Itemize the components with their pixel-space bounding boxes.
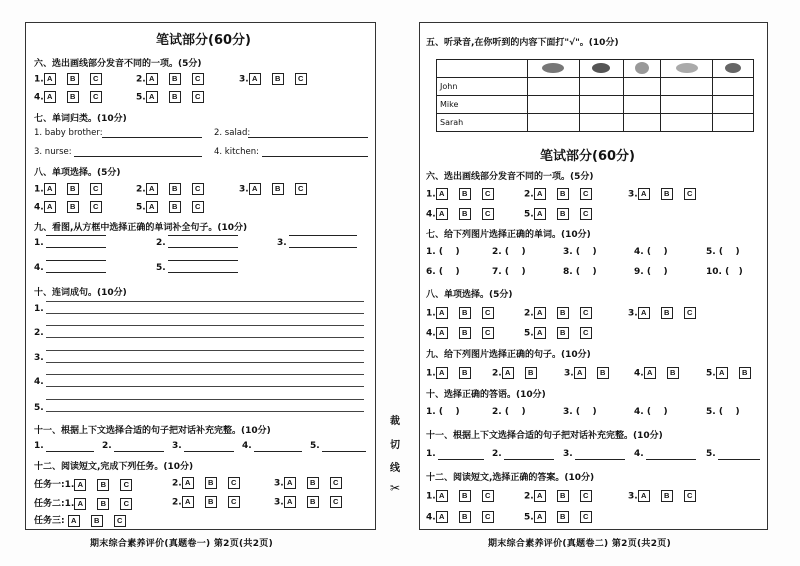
- option-b[interactable]: B: [169, 73, 181, 85]
- writing-line[interactable]: [46, 386, 364, 387]
- q6-3: 3. A B C: [628, 188, 707, 200]
- option-c[interactable]: C: [90, 91, 102, 103]
- q9-3: 3. A B: [564, 367, 620, 379]
- answer-line[interactable]: [575, 459, 625, 460]
- writing-line[interactable]: [46, 374, 364, 375]
- option-b[interactable]: B: [459, 307, 471, 319]
- option-b[interactable]: B: [169, 201, 181, 213]
- option-a[interactable]: A: [74, 498, 86, 510]
- option-c[interactable]: C: [580, 490, 592, 502]
- option-a[interactable]: A: [534, 208, 546, 220]
- option-c[interactable]: C: [684, 307, 696, 319]
- q6-3: 3. A B C: [239, 73, 318, 85]
- q6-4: 4. A B C: [426, 208, 505, 220]
- answer-line[interactable]: [46, 451, 94, 452]
- q10-5[interactable]: 5. ( ): [706, 407, 740, 417]
- q10-4[interactable]: 4. ( ): [634, 407, 668, 417]
- option-a[interactable]: A: [44, 73, 56, 85]
- option-c[interactable]: C: [482, 327, 494, 339]
- section-9-heading: 九、看图,从方框中选择正确的单词补全句子。(10分): [34, 223, 248, 233]
- q11-2-number: 2.: [492, 449, 502, 459]
- option-a[interactable]: A: [182, 477, 194, 489]
- option-b[interactable]: B: [557, 511, 569, 523]
- option-a[interactable]: A: [502, 367, 514, 379]
- writing-line[interactable]: [46, 337, 364, 338]
- option-a[interactable]: A: [68, 515, 80, 527]
- dish-icon: [725, 63, 741, 73]
- option-a[interactable]: A: [74, 479, 86, 491]
- option-c[interactable]: C: [482, 490, 494, 502]
- option-a[interactable]: A: [44, 183, 56, 195]
- option-a[interactable]: A: [574, 367, 586, 379]
- section-6-heading: 六、选出画线部分发音不同的一项。(5分): [426, 172, 594, 182]
- writing-line[interactable]: [46, 362, 364, 363]
- option-c[interactable]: C: [192, 91, 204, 103]
- task-2-q3: 3. A B C: [274, 496, 353, 508]
- option-b[interactable]: B: [67, 201, 79, 213]
- q8-3: 3. A B C: [239, 183, 318, 195]
- answer-line[interactable]: [114, 451, 164, 452]
- section-7-heading: 七、给下列图片选择正确的单词。(10分): [426, 230, 591, 240]
- left-exam-page: [25, 22, 376, 530]
- page-title: 笔试部分(60分): [156, 33, 251, 48]
- q11-3-number: 3.: [172, 441, 182, 451]
- option-b[interactable]: B: [205, 496, 217, 508]
- option-b[interactable]: B: [67, 73, 79, 85]
- q6-1: 1. A B C: [426, 188, 505, 200]
- page-title: 笔试部分(60分): [540, 149, 635, 164]
- option-c[interactable]: C: [120, 498, 132, 510]
- option-b[interactable]: B: [739, 367, 751, 379]
- option-b[interactable]: B: [557, 307, 569, 319]
- q8-4: 4. A B C: [34, 201, 113, 213]
- q9-4: 4. A B: [634, 367, 690, 379]
- option-a[interactable]: A: [284, 496, 296, 508]
- q9-5: 5. A B: [706, 367, 762, 379]
- q7-6[interactable]: 6. ( ): [426, 267, 460, 277]
- task-1-q3: 3. A B C: [274, 477, 353, 489]
- q11-2-number: 2.: [102, 441, 112, 451]
- option-a[interactable]: A: [534, 188, 546, 200]
- option-a[interactable]: A: [249, 183, 261, 195]
- writing-line[interactable]: [46, 301, 364, 302]
- q12-1: 1. A B C: [426, 490, 505, 502]
- section-7-heading: 七、单词归类。(10分): [34, 114, 127, 124]
- option-c[interactable]: C: [295, 73, 307, 85]
- option-b[interactable]: B: [459, 367, 471, 379]
- option-a[interactable]: A: [436, 490, 448, 502]
- answer-line[interactable]: [262, 156, 368, 157]
- q8-2: 2. A B C: [136, 183, 215, 195]
- q9-4-number: 4.: [34, 263, 44, 273]
- option-a[interactable]: A: [638, 188, 650, 200]
- q6-row1: 1. A B C: [34, 73, 113, 85]
- option-a[interactable]: A: [436, 367, 448, 379]
- answer-line[interactable]: [168, 235, 238, 236]
- option-c[interactable]: C: [192, 73, 204, 85]
- writing-line[interactable]: [46, 325, 364, 326]
- table-row: [437, 114, 754, 132]
- option-b[interactable]: B: [459, 511, 471, 523]
- section-11-heading: 十一、根据上下文选择合适的句子把对话补充完整。(10分): [426, 431, 663, 441]
- q6-5: 5. A B C: [524, 208, 603, 220]
- answer-line[interactable]: [718, 459, 760, 460]
- option-b[interactable]: B: [169, 91, 181, 103]
- answer-line[interactable]: [46, 247, 106, 248]
- option-a[interactable]: A: [436, 327, 448, 339]
- option-a[interactable]: A: [146, 91, 158, 103]
- option-a[interactable]: A: [534, 511, 546, 523]
- q8-5: 5. A B C: [524, 327, 603, 339]
- option-a[interactable]: A: [638, 490, 650, 502]
- answer-line[interactable]: [248, 137, 368, 138]
- writing-line[interactable]: [46, 313, 364, 314]
- option-c[interactable]: C: [580, 208, 592, 220]
- listening-table: [436, 59, 754, 132]
- q8-2: 2. A B C: [524, 307, 603, 319]
- option-a[interactable]: A: [44, 91, 56, 103]
- q11-1-number: 1.: [34, 441, 44, 451]
- q8-5: 5. A B C: [136, 201, 215, 213]
- q12-4: 4. A B C: [426, 511, 505, 523]
- sort-item-2: 2. salad:: [214, 128, 251, 138]
- option-a[interactable]: A: [436, 511, 448, 523]
- answer-line[interactable]: [504, 459, 554, 460]
- q6-2: 2. A B C: [524, 188, 603, 200]
- q11-1-number: 1.: [426, 449, 436, 459]
- q10-3-number: 3.: [34, 353, 44, 363]
- table-row: [437, 96, 754, 114]
- task-3-row: 任务三: A B C: [34, 513, 137, 527]
- task-2-row: 任务二:1. A B C: [34, 496, 143, 510]
- option-c[interactable]: C: [580, 307, 592, 319]
- option-b[interactable]: B: [97, 479, 109, 491]
- q12-3: 3. A B C: [628, 490, 707, 502]
- table-row: [437, 78, 754, 96]
- answer-line[interactable]: [102, 137, 202, 138]
- cut-line-char: 裁: [390, 416, 400, 427]
- option-c[interactable]: C: [684, 490, 696, 502]
- task-2-q2: 2. A B C: [172, 496, 251, 508]
- option-a[interactable]: A: [644, 367, 656, 379]
- option-b[interactable]: B: [307, 496, 319, 508]
- option-b[interactable]: B: [272, 73, 284, 85]
- fruit-icon: [635, 62, 649, 74]
- q9-2-number: 2.: [156, 238, 166, 248]
- fish-icon: [542, 63, 564, 73]
- option-c[interactable]: C: [482, 208, 494, 220]
- q10-2-number: 2.: [34, 328, 44, 338]
- q12-2: 2. A B C: [524, 490, 603, 502]
- section-10-heading: 十、选择正确的答语。(10分): [426, 390, 546, 400]
- option-a[interactable]: A: [44, 201, 56, 213]
- option-b[interactable]: B: [661, 490, 673, 502]
- option-b[interactable]: B: [67, 183, 79, 195]
- answer-line[interactable]: [289, 235, 357, 236]
- option-c[interactable]: C: [114, 515, 126, 527]
- option-c[interactable]: C: [684, 188, 696, 200]
- q7-1[interactable]: 1. ( ): [426, 247, 460, 257]
- option-b[interactable]: B: [661, 307, 673, 319]
- name-cell: Sarah: [437, 114, 528, 132]
- answer-line[interactable]: [168, 247, 238, 248]
- q8-4: 4. A B C: [426, 327, 505, 339]
- option-a[interactable]: A: [638, 307, 650, 319]
- cut-line-char: 线: [390, 463, 400, 474]
- option-b[interactable]: B: [67, 91, 79, 103]
- option-b[interactable]: B: [307, 477, 319, 489]
- q7-9[interactable]: 9. ( ): [634, 267, 668, 277]
- section-11-heading: 十一、根据上下文选择合适的句子把对话补充完整。(10分): [34, 426, 271, 436]
- section-12-heading: 十二、阅读短文,选择正确的答案。(10分): [426, 473, 595, 483]
- name-cell: John: [437, 78, 528, 96]
- option-b[interactable]: B: [667, 367, 679, 379]
- q11-4-number: 4.: [242, 441, 252, 451]
- q7-2[interactable]: 2. ( ): [492, 247, 526, 257]
- q9-2: 2. A B: [492, 367, 548, 379]
- answer-line[interactable]: [254, 451, 302, 452]
- option-b[interactable]: B: [525, 367, 537, 379]
- option-b[interactable]: B: [661, 188, 673, 200]
- answer-line[interactable]: [438, 459, 484, 460]
- option-c[interactable]: C: [228, 477, 240, 489]
- option-b[interactable]: B: [272, 183, 284, 195]
- option-b[interactable]: B: [459, 188, 471, 200]
- option-a[interactable]: A: [146, 73, 158, 85]
- option-b[interactable]: B: [205, 477, 217, 489]
- option-a[interactable]: A: [534, 327, 546, 339]
- option-c[interactable]: C: [192, 201, 204, 213]
- name-cell: Mike: [437, 96, 528, 114]
- cut-line-char: 切: [390, 440, 400, 451]
- option-a[interactable]: A: [534, 307, 546, 319]
- writing-line[interactable]: [46, 399, 364, 400]
- q6-5: 5. A B C: [136, 91, 215, 103]
- answer-line[interactable]: [46, 272, 106, 273]
- q11-4-number: 4.: [634, 449, 644, 459]
- q10-1[interactable]: 1. ( ): [426, 407, 460, 417]
- section-8-heading: 八、单项选择。(5分): [34, 168, 121, 178]
- option-c[interactable]: C: [580, 327, 592, 339]
- q9-1: 1. A B: [426, 367, 482, 379]
- task-1-q2: 2. A B C: [172, 477, 251, 489]
- q8-1: 1. A B C: [426, 307, 505, 319]
- option-b[interactable]: B: [459, 208, 471, 220]
- writing-line[interactable]: [46, 350, 364, 351]
- q9-5-number: 5.: [156, 263, 166, 273]
- option-a[interactable]: A: [534, 490, 546, 502]
- q10-3[interactable]: 3. ( ): [563, 407, 597, 417]
- scissors-icon: ✂: [390, 481, 401, 495]
- option-a[interactable]: A: [146, 183, 158, 195]
- answer-line[interactable]: [46, 260, 106, 261]
- answer-line[interactable]: [74, 156, 202, 157]
- option-c[interactable]: C: [482, 307, 494, 319]
- answer-line[interactable]: [322, 451, 366, 452]
- q7-4[interactable]: 4. ( ): [634, 247, 668, 257]
- section-8-heading: 八、单项选择。(5分): [426, 290, 513, 300]
- option-a[interactable]: A: [284, 477, 296, 489]
- q11-5-number: 5.: [310, 441, 320, 451]
- option-c[interactable]: C: [330, 496, 342, 508]
- option-b[interactable]: B: [169, 183, 181, 195]
- sort-item-3: 3. nurse:: [34, 147, 72, 157]
- q10-2[interactable]: 2. ( ): [492, 407, 526, 417]
- option-c[interactable]: C: [120, 479, 132, 491]
- answer-line[interactable]: [168, 272, 238, 273]
- option-c[interactable]: C: [580, 511, 592, 523]
- q11-3-number: 3.: [563, 449, 573, 459]
- option-b[interactable]: B: [459, 327, 471, 339]
- q12-5: 5. A B C: [524, 511, 603, 523]
- section-6-heading: 六、选出画线部分发音不同的一项。(5分): [34, 59, 202, 69]
- section-5-heading: 五、听录音,在你听到的内容下面打"√"。(10分): [426, 38, 619, 48]
- q9-3-number: 3.: [277, 238, 287, 248]
- q7-7[interactable]: 7. ( ): [492, 267, 526, 277]
- option-b[interactable]: B: [557, 188, 569, 200]
- option-c[interactable]: C: [482, 511, 494, 523]
- meat-icon: [592, 63, 610, 73]
- option-a[interactable]: A: [146, 201, 158, 213]
- q8-1: 1. A B C: [34, 183, 113, 195]
- sort-item-4: 4. kitchen:: [214, 147, 259, 157]
- option-b[interactable]: B: [459, 490, 471, 502]
- answer-line[interactable]: [646, 459, 696, 460]
- option-c[interactable]: C: [90, 201, 102, 213]
- q10-5-number: 5.: [34, 403, 44, 413]
- q7-5[interactable]: 5. ( ): [706, 247, 740, 257]
- left-footer: 期末综合素养评价(真题卷一) 第2页(共2页): [90, 539, 274, 549]
- answer-line[interactable]: [289, 247, 357, 248]
- option-a[interactable]: A: [436, 208, 448, 220]
- q11-5-number: 5.: [706, 449, 716, 459]
- option-a[interactable]: A: [436, 307, 448, 319]
- q6-4: 4. A B C: [34, 91, 113, 103]
- q10-1-number: 1.: [34, 304, 44, 314]
- q8-3: 3. A B C: [628, 307, 707, 319]
- option-c[interactable]: C: [580, 188, 592, 200]
- q9-1-number: 1.: [34, 238, 44, 248]
- option-b[interactable]: B: [557, 490, 569, 502]
- option-b[interactable]: B: [91, 515, 103, 527]
- q7-10[interactable]: 10. ( ): [706, 267, 743, 277]
- q6-2: 2. A B C: [136, 73, 215, 85]
- option-a[interactable]: A: [716, 367, 728, 379]
- section-9-heading: 九、给下列图片选择正确的句子。(10分): [426, 350, 591, 360]
- option-b[interactable]: B: [597, 367, 609, 379]
- writing-line[interactable]: [46, 411, 364, 412]
- option-c[interactable]: C: [482, 188, 494, 200]
- section-10-heading: 十、连词成句。(10分): [34, 288, 127, 298]
- q7-8[interactable]: 8. ( ): [563, 267, 597, 277]
- option-c[interactable]: C: [90, 183, 102, 195]
- option-b[interactable]: B: [97, 498, 109, 510]
- task-1-row: 任务一:1. A B C: [34, 477, 143, 491]
- answer-line[interactable]: [168, 260, 238, 261]
- section-12-heading: 十二、阅读短文,完成下列任务。(10分): [34, 462, 194, 472]
- option-a[interactable]: A: [182, 496, 194, 508]
- right-exam-page: [419, 22, 768, 530]
- right-footer: 期末综合素养评价(真题卷二) 第2页(共2页): [488, 539, 672, 549]
- sort-item-1: 1. baby brother:: [34, 128, 103, 138]
- option-b[interactable]: B: [557, 327, 569, 339]
- table-row: [437, 60, 754, 78]
- option-b[interactable]: B: [557, 208, 569, 220]
- option-c[interactable]: C: [228, 496, 240, 508]
- q7-3[interactable]: 3. ( ): [563, 247, 597, 257]
- answer-line[interactable]: [184, 451, 234, 452]
- bread-icon: [676, 63, 698, 73]
- option-c[interactable]: C: [295, 183, 307, 195]
- option-c[interactable]: C: [192, 183, 204, 195]
- answer-line[interactable]: [46, 235, 106, 236]
- option-c[interactable]: C: [330, 477, 342, 489]
- option-c[interactable]: C: [90, 73, 102, 85]
- option-a[interactable]: A: [249, 73, 261, 85]
- option-a[interactable]: A: [436, 188, 448, 200]
- q10-4-number: 4.: [34, 377, 44, 387]
